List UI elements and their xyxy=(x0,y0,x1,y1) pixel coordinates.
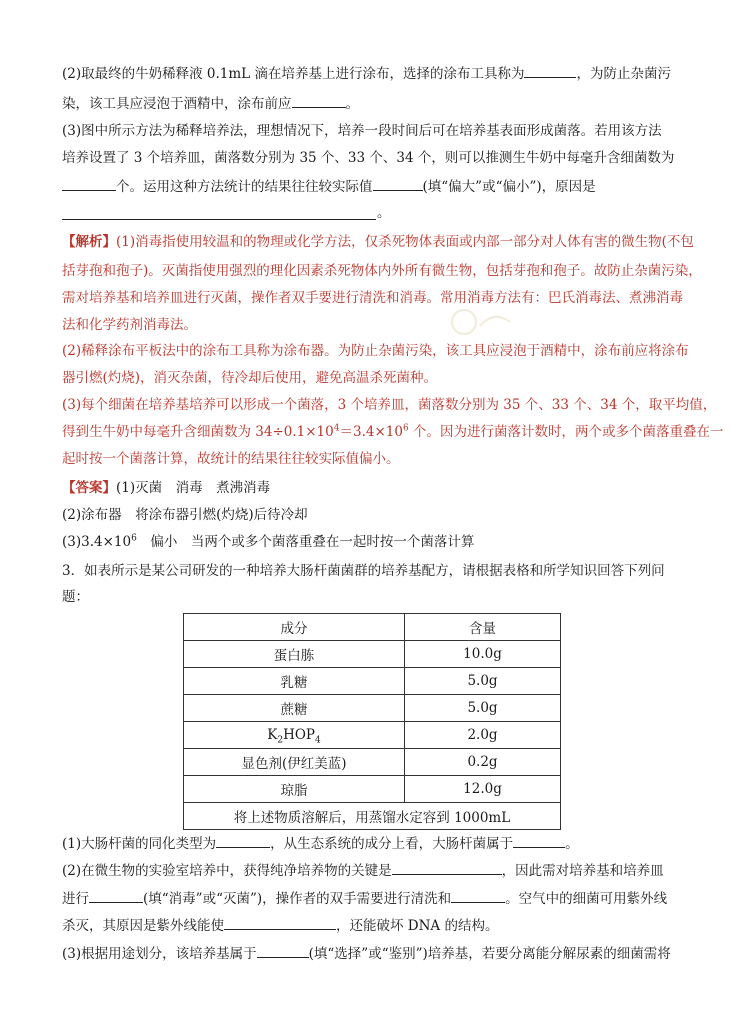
analysis-p1-line-3: 需对培养基和培养皿进行灭菌，操作者双手要进行清洗和消毒。常用消毒方法有：巴氏消毒法、煮沸消毒 xyxy=(62,290,683,306)
analysis-p1-line-1: 【解析】(1)消毒指使用较温和的物理或化学方法，仅杀死物体表面或内部一部分对人体有害的微生物(不包 xyxy=(62,234,694,250)
answer-line-1: 【答案】(1)灭菌 消毒 煮沸消毒 xyxy=(62,480,271,496)
answer-blank xyxy=(257,944,309,958)
analysis-tag: 【解析】 xyxy=(62,234,116,250)
component-cell: 蔗糖 xyxy=(184,695,405,722)
table-row xyxy=(184,695,561,722)
answer-tag: 【答案】 xyxy=(62,480,116,496)
q3-sub-3-line-1: (3)根据用途划分，该培养基属于 (填“选择”或“鉴别”)培养基，若要分离能分解尿素的细菌需将 xyxy=(62,946,671,962)
component-cell: $K_2HOP_4$ xyxy=(184,722,405,749)
analysis-p3-line-2: 得到生牛奶中每毫升含细菌数为 $34\div 0.1\times 10^4=3.4\times 10^6$ 个。因为进行菌落计数时，两个或多个菌落重叠在一 xyxy=(62,423,724,440)
q3-sub-1: (1)大肠杆菌的同化类型为 ，从生态系统的成分上看，大肠杆菌属于 。 xyxy=(62,836,579,852)
amount-cell: 5.0g xyxy=(405,695,561,722)
table-header-row xyxy=(184,614,561,641)
amount-cell: 10.0g xyxy=(405,641,561,668)
table-row xyxy=(184,776,561,803)
amount-cell: 0.2g xyxy=(405,749,561,776)
table-row xyxy=(184,749,561,776)
component-cell: 蛋白胨 xyxy=(184,641,405,668)
q2-line-5: 个。运用这种方法统计的结果往往较实际值 (填“偏大”或“偏小”)，原因是 xyxy=(62,177,596,196)
answer-blank xyxy=(373,177,423,191)
column-header-amount: 含量 xyxy=(405,614,561,641)
analysis-p1-line-4: 法和化学药剂消毒法。 xyxy=(62,317,197,333)
analysis-p2-line-2: 器引燃(灼烧)，消灭杂菌，待冷却后使用，避免高温杀死菌种。 xyxy=(62,370,438,386)
answer-blank xyxy=(513,834,565,848)
answer-blank-long xyxy=(62,219,376,220)
analysis-p3-line-3: 起时按一个菌落计算，故统计的结果往往较实际值偏小。 xyxy=(62,451,400,467)
answer-blank xyxy=(216,834,270,848)
q3-sub-2-line-3: 杀灭，其原因是紫外线能使 ，还能破坏 DNA 的结构。 xyxy=(62,918,499,934)
answer-blank xyxy=(524,64,576,78)
table-footer-note: 将上述物质溶解后，用蒸馏水定容到 1000mL xyxy=(184,803,561,830)
q3-sub-2-line-1: (2)在微生物的实验室培养中，获得纯净培养物的关键是 ，因此需对培养基和培养皿 xyxy=(62,863,664,879)
answer-blank xyxy=(89,889,143,903)
answer-blank xyxy=(451,889,505,903)
component-cell: 显色剂(伊红美蓝) xyxy=(184,749,405,776)
answer-blank xyxy=(224,916,336,930)
q2-line-6: 。 xyxy=(377,205,391,221)
amount-cell: 2.0g xyxy=(405,722,561,749)
answer-line-3: $(3)3.4\times 10^6$ 偏小 当两个或多个菌落重叠在一起时按一个菌落计算 xyxy=(62,533,475,550)
table-footer-row xyxy=(184,803,561,830)
table-row xyxy=(184,722,561,749)
analysis-p3-line-1: (3)每个细菌在培养基培养可以形成一个菌落，3 个培养皿，菌落数分别为 35 个、33 个、34 个，取平均值， xyxy=(62,397,717,413)
component-cell: 乳糖 xyxy=(184,668,405,695)
q2-line-4: 培养设置了 3 个培养皿，菌落数分别为 35 个、33 个、34 个，则可以推测生牛奶中每毫升含细菌数为 xyxy=(62,150,675,166)
q3-stem-line-1: 3．如表所示是某公司研发的一种培养大肠杆菌菌群的培养基配方，请根据表格和所学知识回答下列问 xyxy=(62,563,665,579)
table-row xyxy=(184,668,561,695)
q3-stem-line-2: 题： xyxy=(62,589,89,605)
answer-line-2: (2)涂布器 将涂布器引燃(灼烧)后待冷却 xyxy=(62,507,308,523)
answer-blank xyxy=(292,94,346,108)
analysis-p1-line-2: 括芽孢和孢子)。灭菌指使用强烈的理化因素杀死物体内外所有微生物，包括芽孢和孢子。故防止杂菌污染， xyxy=(62,263,702,279)
medium-formula-table xyxy=(183,613,561,830)
q2-line-1: (2)取最终的牛奶稀释液 0.1mL 滴在培养基上进行涂布，选择的涂布工具称为 ，为防止杂菌污 xyxy=(62,66,671,82)
q2-line-3: (3)图中所示方法为稀释培养法，理想情况下，培养一段时间后可在培养基表面形成菌落。若用该方法 xyxy=(62,123,662,139)
watermark-logo xyxy=(444,300,514,344)
amount-cell: 12.0g xyxy=(405,776,561,803)
component-cell: 琼脂 xyxy=(184,776,405,803)
answer-blank xyxy=(62,177,116,191)
table-row xyxy=(184,641,561,668)
q2-line-2: 染，该工具应浸泡于酒精中，涂布前应 。 xyxy=(62,96,359,112)
column-header-component: 成分 xyxy=(184,614,405,641)
answer-blank xyxy=(392,861,502,875)
q3-sub-2-line-2: 进行 (填“消毒”或“灭菌”)，操作者的双手需要进行清洗和 。空气中的细菌可用紫外线 xyxy=(62,891,668,907)
amount-cell: 5.0g xyxy=(405,668,561,695)
analysis-p2-line-1: (2)稀释涂布平板法中的涂布工具称为涂布器。为防止杂菌污染，该工具应浸泡于酒精中，涂布前应将涂布 xyxy=(62,343,689,359)
